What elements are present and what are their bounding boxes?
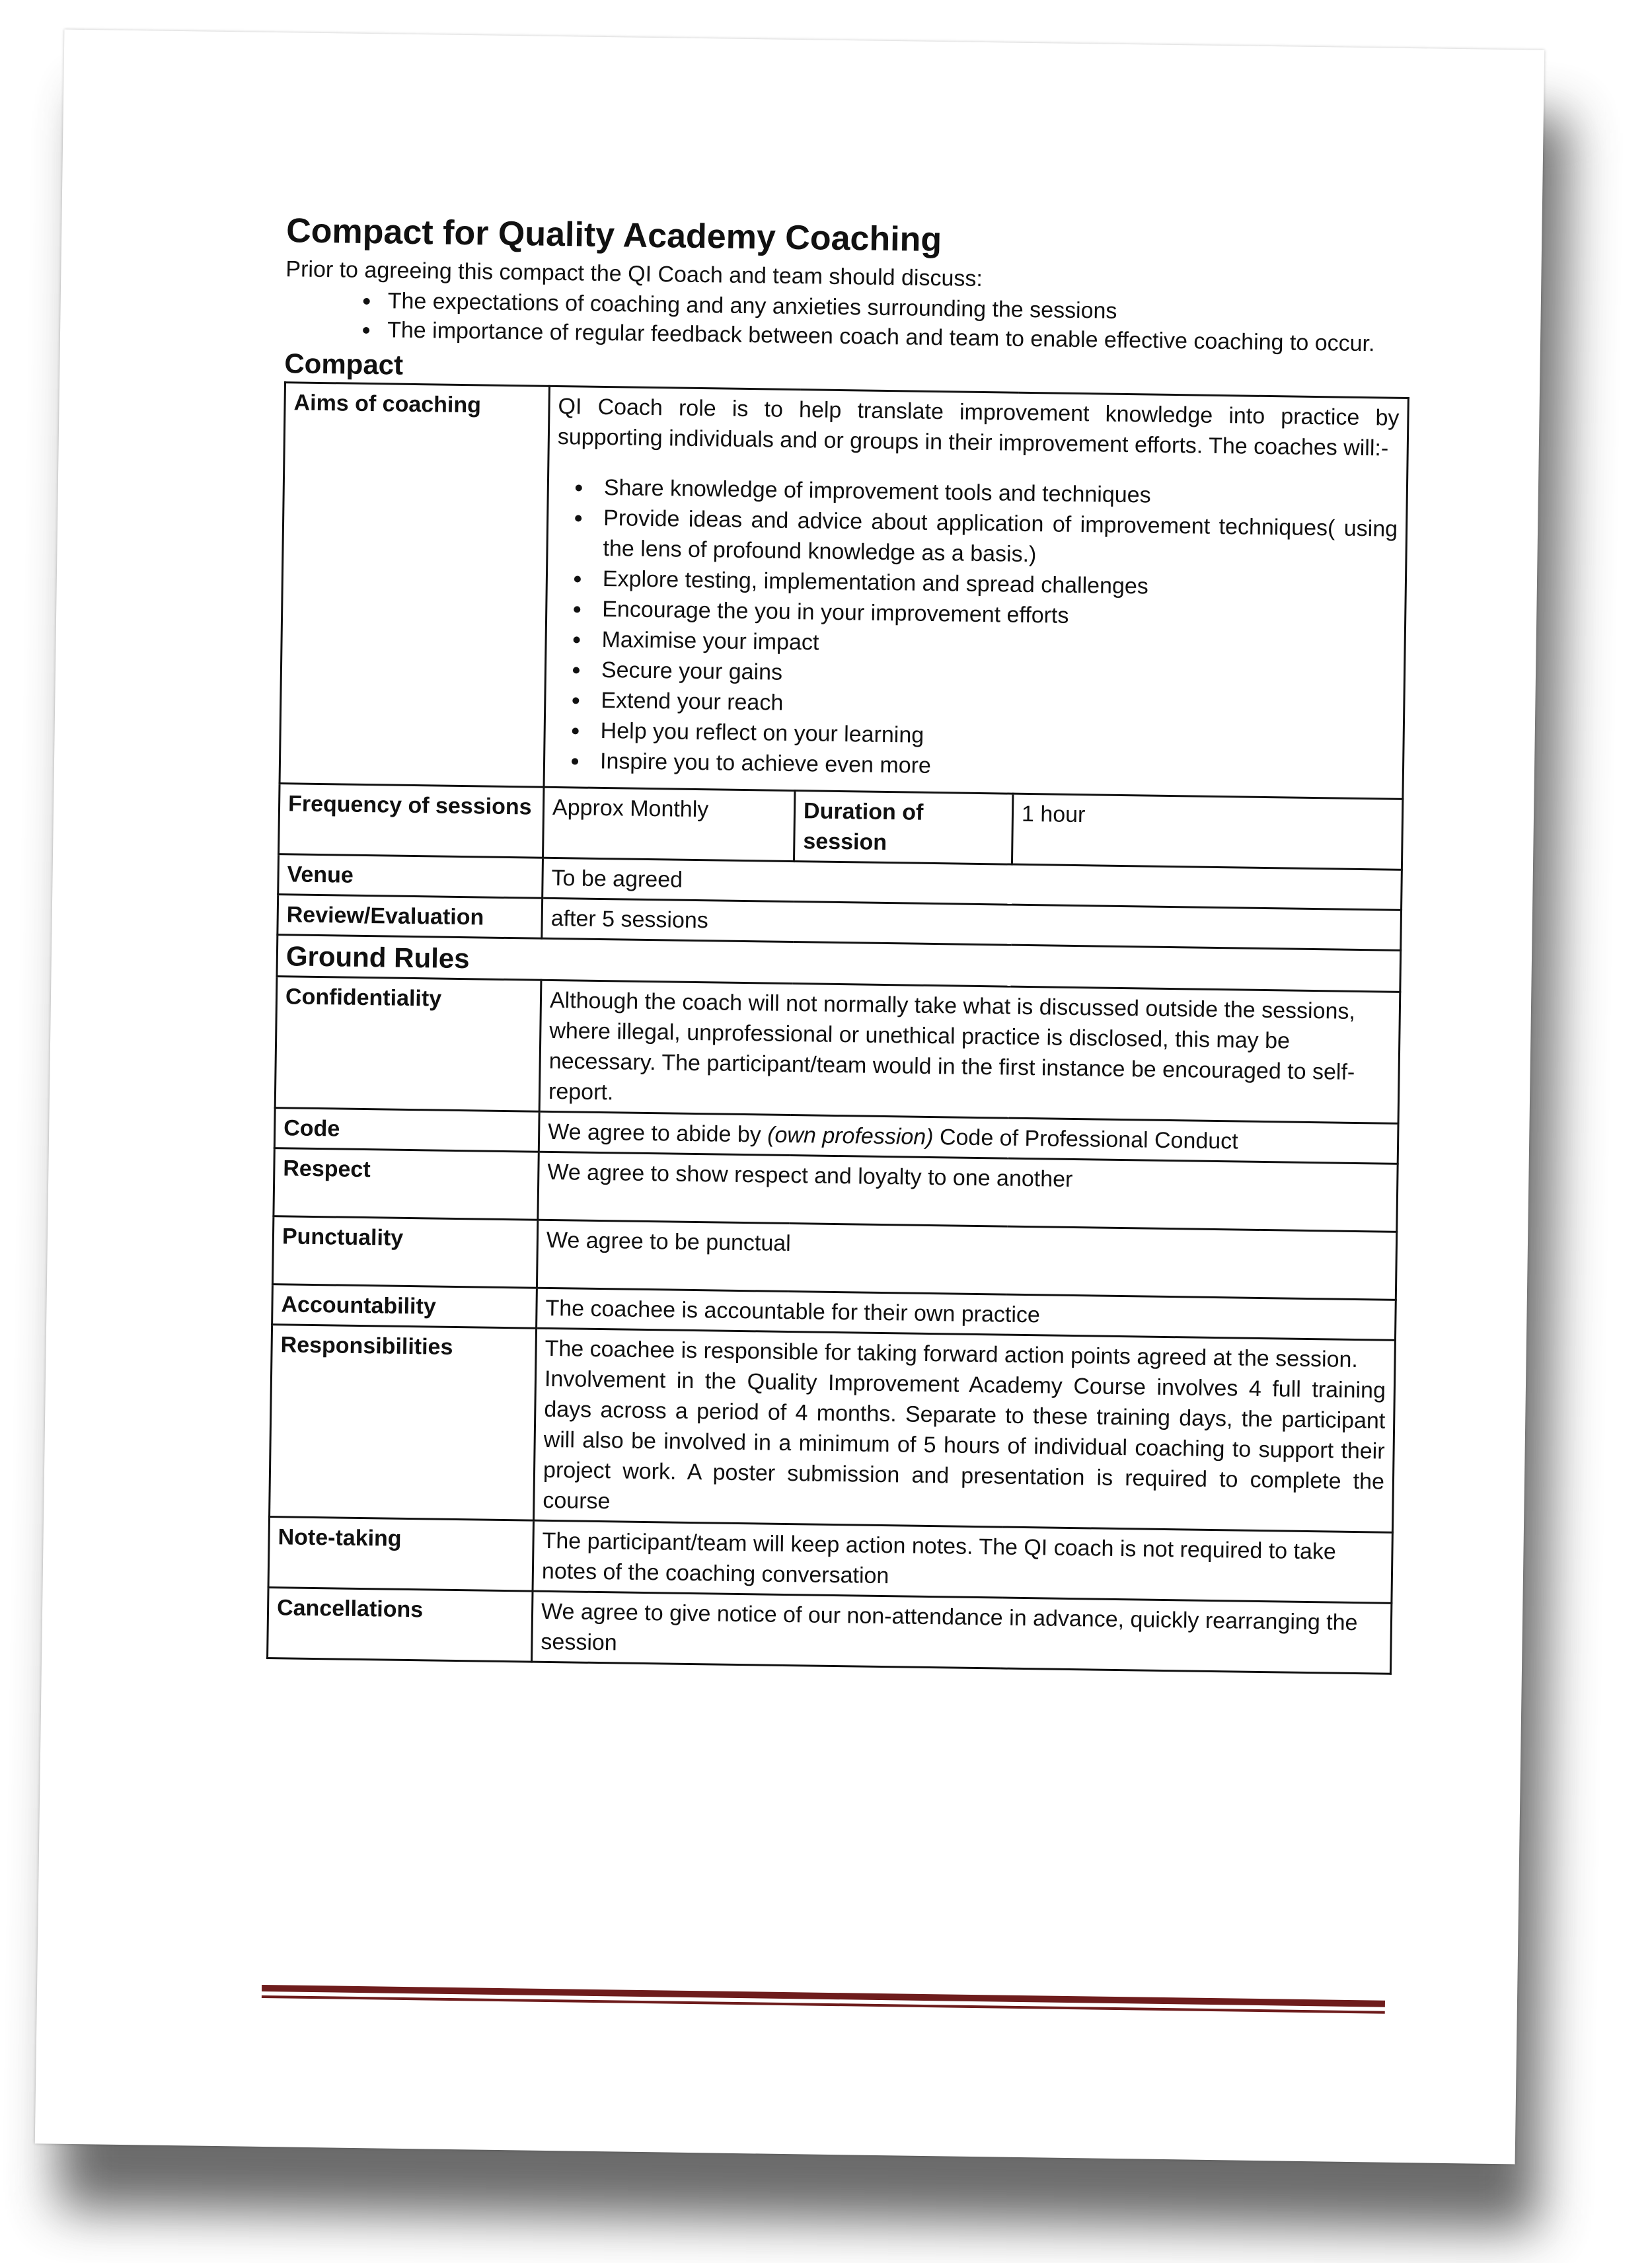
document-page	[35, 30, 1544, 2165]
responsibilities-text: The coachee is responsible for taking forward action points agreed at the session.	[544, 1335, 1359, 1373]
aims-label: Aims of coaching	[280, 383, 549, 788]
list-item: • Provide ideas and advice about application of improvement techniques( using the lens of profound knowledge as a basis.)	[592, 503, 1398, 575]
confidentiality-label: Confidentiality	[275, 977, 541, 1112]
duration-value: 1 hour	[1012, 794, 1402, 870]
code-text: We agree to abide by	[547, 1119, 768, 1148]
review-label: Review/Evaluation	[278, 895, 543, 939]
document-title: Compact for Quality Academy Coaching	[285, 211, 942, 260]
table-row	[270, 1325, 1396, 1533]
code-text-end: Code of Professional Conduct	[933, 1125, 1238, 1154]
aims-text: QI Coach role is to help translate improvement knowledge into practice by supporting individuals and or groups in their improvement efforts. The coaches will:-	[557, 394, 1400, 461]
footer-divider	[262, 1985, 1385, 2014]
intro-text: Prior to agreeing this compact the QI Coach and team should discuss:	[285, 256, 983, 291]
cancellations-label: Cancellations	[268, 1588, 533, 1662]
aims-cell	[544, 386, 1408, 799]
aims-list	[553, 472, 1398, 788]
frequency-label: Frequency of sessions	[279, 784, 544, 858]
accountability-value: The coachee is accountable for their own practice	[537, 1288, 1396, 1340]
punctuality-value: We agree to be punctual	[537, 1220, 1396, 1300]
list-item: • Extend your reach	[590, 685, 1396, 727]
note-taking-label: Note-taking	[268, 1517, 533, 1592]
duration-label: Duration of session	[794, 791, 1012, 865]
code-label: Code	[274, 1108, 539, 1152]
document-content	[266, 211, 1409, 1675]
list-item: • Maximise your impact	[591, 624, 1396, 666]
list-item: • Help you reflect on your learning	[589, 716, 1395, 757]
list-item: • Share knowledge of improvement tools and techniques	[593, 472, 1399, 514]
code-profession: (own profession)	[767, 1122, 934, 1150]
venue-label: Venue	[278, 854, 543, 899]
accountability-label: Accountability	[272, 1284, 537, 1329]
list-item: • Secure your gains	[591, 655, 1396, 696]
list-item: • Explore testing, implementation and spread challenges	[592, 564, 1398, 605]
frequency-value: Approx Monthly	[543, 787, 795, 861]
table-row	[280, 383, 1408, 799]
list-item: • Inspire you to achieve even more	[589, 746, 1395, 788]
confidentiality-value: Although the coach will not normally take what is discussed outside the sessions, where illegal, unprofessional or unethical practice is disclosed, this may be necessary. The participant/team would in the first instance be encouraged to self-report.	[539, 980, 1400, 1123]
compact-heading: Compact	[284, 348, 404, 381]
respect-label: Respect	[274, 1148, 539, 1220]
cancellations-value: We agree to give notice of our non-attendance in advance, quickly rearranging the session	[532, 1591, 1392, 1674]
intro-point: • The expectations of coaching and any anxieties surrounding the sessions	[381, 286, 1408, 330]
punctuality-label: Punctuality	[272, 1216, 537, 1288]
ground-rules-heading: Ground Rules	[277, 935, 1401, 992]
intro-point: • The importance of regular feedback between coach and team to enable effective coaching to occur.	[381, 315, 1408, 359]
venue-value: To be agreed	[543, 858, 1402, 910]
list-item: • Encourage the you in your improvement efforts	[591, 594, 1397, 636]
respect-value: We agree to show respect and loyalty to one another	[538, 1152, 1398, 1232]
table-row	[275, 977, 1400, 1124]
responsibilities-course-text: Involvement in the Quality Improvement Academy Course involves 4 full training days across a period of 4 months. Separate to these training days, the participant will also be involved in a minimum of 5 hours of individual coaching to support their project work. A poster submission and presentation is required to complete the course	[543, 1366, 1386, 1514]
responsibilities-cell	[534, 1328, 1396, 1532]
compact-table	[266, 381, 1409, 1675]
review-value: after 5 sessions	[542, 898, 1402, 950]
table-row	[268, 1588, 1392, 1674]
note-taking-value: The participant/team will keep action notes. The QI coach is not required to take notes of the coaching conversation	[533, 1520, 1392, 1603]
responsibilities-label: Responsibilities	[270, 1325, 537, 1521]
